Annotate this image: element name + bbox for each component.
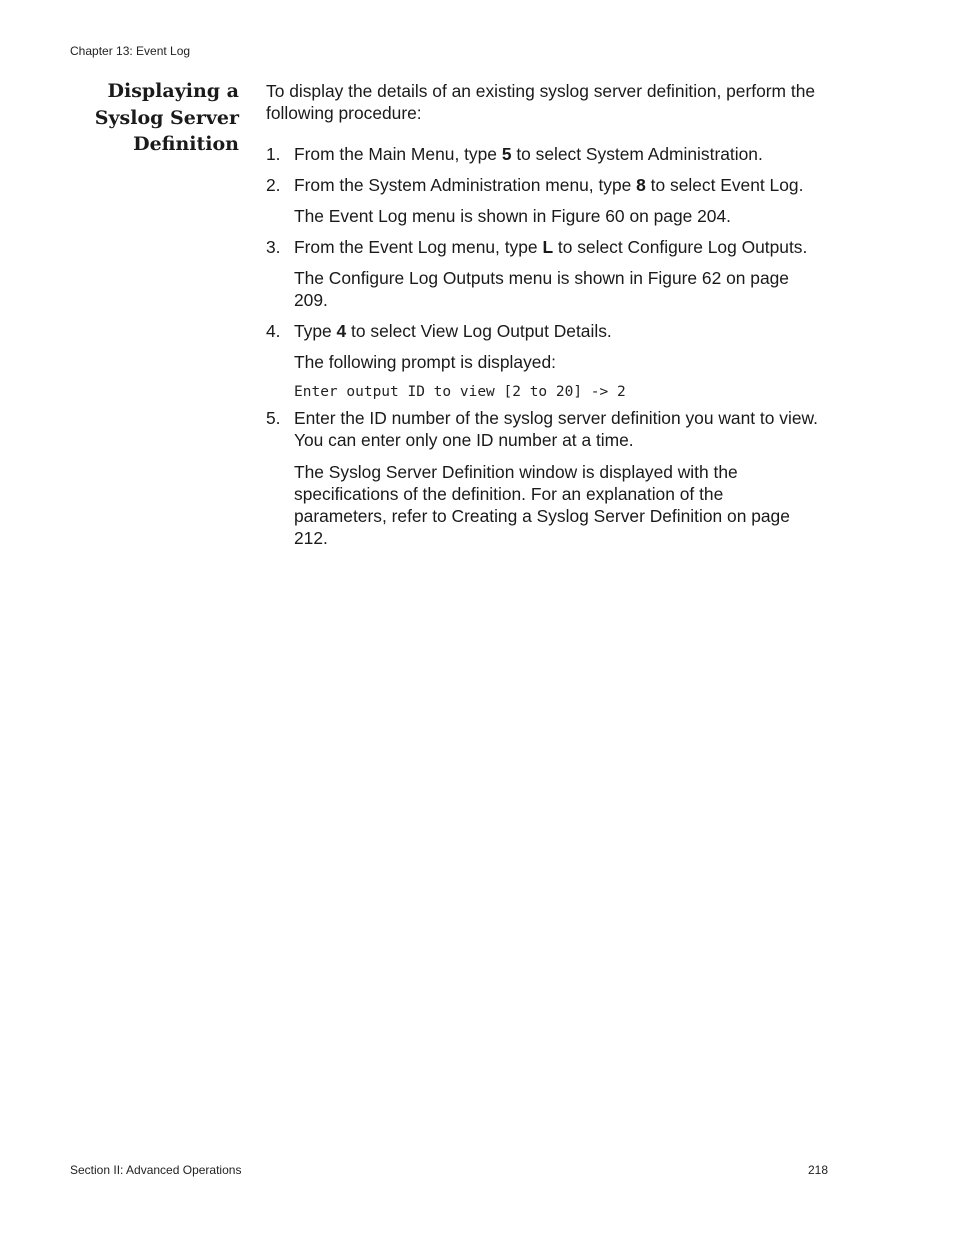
step-number: 2. <box>266 175 281 195</box>
step-key: 4 <box>336 321 347 341</box>
step-number: 3. <box>266 237 281 257</box>
heading-line-1: Displaying a <box>107 80 239 102</box>
step-text: Type <box>294 321 337 341</box>
intro-paragraph: To display the details of an existing syslog server definition, perform the following procedure: <box>266 81 816 123</box>
step-text: From the Main Menu, type <box>294 144 502 164</box>
step-text: to select System Administration. <box>511 144 763 164</box>
step-key: 8 <box>636 175 646 195</box>
step-note: The Configure Log Outputs menu is shown in Figure 62 on page 209. <box>294 268 789 310</box>
step-item <box>266 143 836 165</box>
heading-line-2: Syslog Server <box>94 106 239 129</box>
step-key: 5 <box>501 144 512 164</box>
step-item <box>266 174 836 196</box>
command-prompt: Enter output ID to view [2 to 20] -> 2 <box>294 384 626 400</box>
step-note: The following prompt is displayed: <box>294 352 556 372</box>
page-number: 218 <box>807 1163 828 1177</box>
step-text: Enter the ID number of the syslog server definition you want to view. You can enter only one ID number at a time. <box>294 408 818 450</box>
step-number: 5. <box>266 408 281 428</box>
procedure-body <box>266 80 836 549</box>
step-key: L <box>542 237 554 257</box>
step-text: to select Configure Log Outputs. <box>553 237 808 257</box>
step-text: From the Event Log menu, type <box>294 237 543 257</box>
step-text: to select Event Log. <box>645 175 804 195</box>
step-number: 1. <box>266 144 281 164</box>
step-note: The Event Log menu is shown in Figure 60 on page 204. <box>294 206 731 226</box>
step-text: From the System Administration menu, type <box>294 175 637 195</box>
step-item <box>266 236 836 258</box>
step-note: The Syslog Server Definition window is displayed with the specifications of the definition. For an explanation of the parameters, refer to Creating a Syslog Server Definition on page 212. <box>294 462 790 548</box>
running-header: Chapter 13: Event Log <box>70 44 191 58</box>
step-item <box>266 320 836 342</box>
heading-line-3: Definition <box>133 133 239 155</box>
step-text: to select View Log Output Details. <box>346 321 612 341</box>
section-heading <box>70 78 239 158</box>
step-number: 4. <box>266 321 281 341</box>
step-item <box>266 407 836 451</box>
footer-section: Section II: Advanced Operations <box>70 1163 242 1177</box>
